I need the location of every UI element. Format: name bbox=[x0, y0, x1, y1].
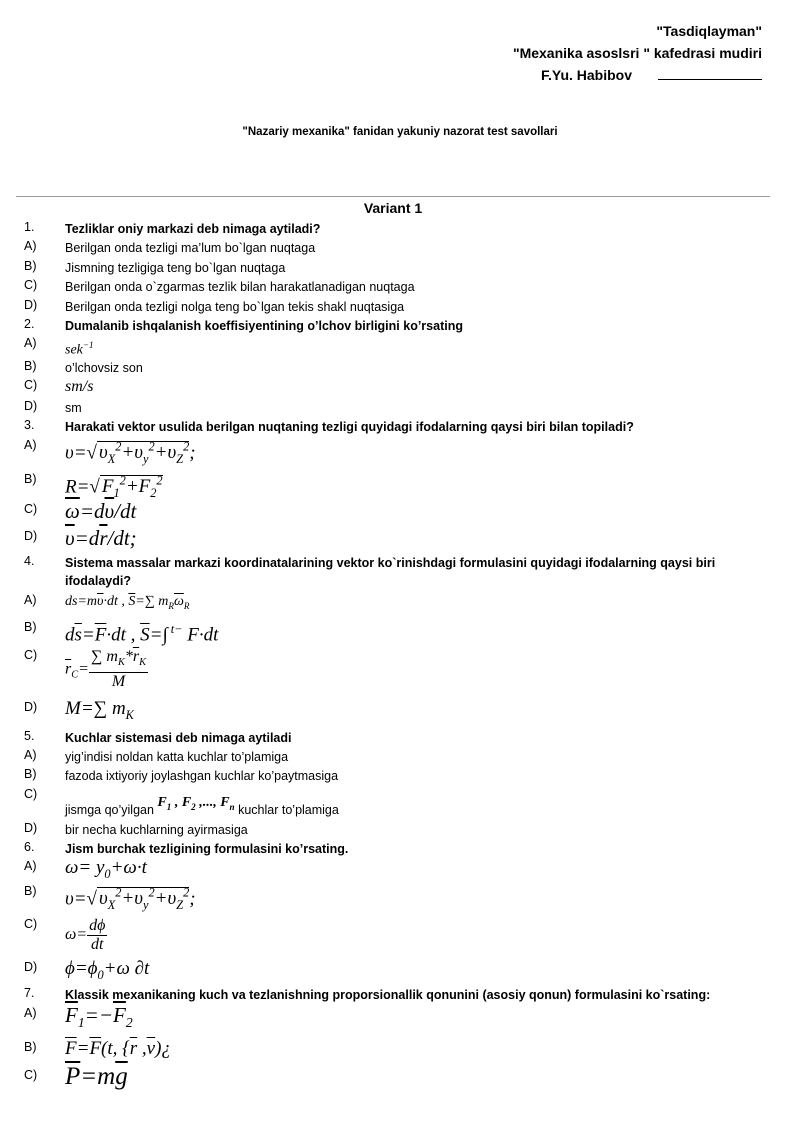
divider bbox=[16, 196, 770, 197]
formula-4c: $\overline{r}_C=$ $\frac{\sum m_K*\overline{r}_K}{M}$ bbox=[65, 648, 147, 691]
formula-4b: $d\overline{s}=\overline{F}\cdot dt$ , $\overline{S}=\int$ $^{t-}$ F·dt bbox=[65, 622, 219, 646]
signature-line bbox=[658, 65, 762, 80]
formula-6c: ω= $\frac{d\phi}{dt}$ bbox=[65, 917, 106, 953]
approval-block bbox=[513, 20, 762, 86]
formula-7b: $\overline{F}=\overline{F}(t$, {$\overline{r}$ $,\overline{v})¿$ bbox=[65, 1038, 171, 1059]
formula-3a: υ=√ $\upsilon_X^2+\upsilon_y^2+\upsilon_Z^2$; bbox=[65, 440, 196, 467]
formula-7a: $\overline{F}_1=-\overline{F}_2$ bbox=[65, 1003, 133, 1031]
formula-4a: $ds=m\overline{\upsilon}\cdot dt$ , $\overline{S}=\sum$ $m_R\overline{\omega}_R$ bbox=[65, 594, 190, 611]
formula-3b: R=√ $F_1^2+F_2^2$ bbox=[65, 474, 163, 501]
head-name: F.Yu. Habibov bbox=[540, 67, 632, 83]
formula-3d: $\overline{\upsilon}=d\overline{r}/dt$; bbox=[65, 526, 137, 550]
formula-2a: sek$^{-1}$ bbox=[65, 340, 94, 358]
formula-6d: $\phi=\phi_0+\omega$ ∂t bbox=[65, 958, 150, 982]
formula-6b: υ=√ $\upsilon_X^2+\upsilon_y^2+\upsilon_Z^2$; bbox=[65, 886, 196, 913]
approval-line2: "Mexanika asoslsri " kafedrasi mudiri bbox=[512, 45, 762, 61]
document-title: "Nazariy mexanika" fanidan yakuniy nazorat test savollari bbox=[242, 126, 558, 138]
formula-3c: $\overline{\omega}=d\overline{\upsilon}/dt$ bbox=[65, 499, 137, 523]
variant-heading: Variant 1 bbox=[363, 200, 423, 216]
approval-line3 bbox=[513, 64, 762, 86]
approval-line1: "Tasdiqlayman" bbox=[656, 23, 762, 39]
formula-6a: $\omega= y_0+\omega\cdot t$ bbox=[65, 857, 147, 881]
formula-7c: $\overline{P}=m\overline{g}$ bbox=[65, 1063, 128, 1090]
formula-4d: M=∑ $m_K$ bbox=[65, 698, 134, 722]
formula-5c: $F_1$ , $F_2$ ,..., $F_n$ bbox=[157, 795, 235, 812]
